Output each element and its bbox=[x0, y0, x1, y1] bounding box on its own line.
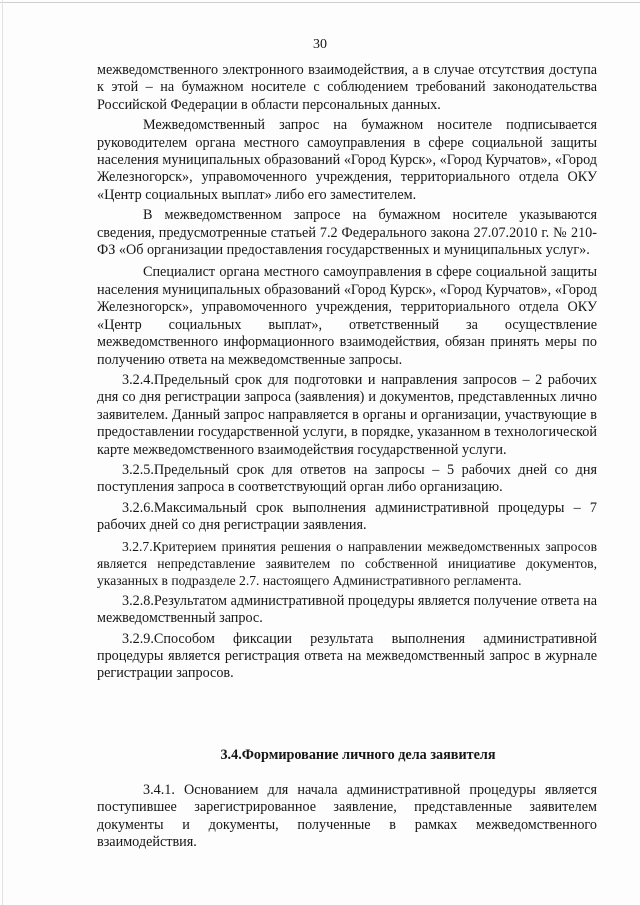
paragraph: Специалист органа местного самоуправления в сфере социальной защиты населения муниципальных образований «Город Курск», «Город Курчатов», «Город Железногорск», управомоченного учреждения, территориального отдела ОКУ «Центр социальных выплат», ответственный за осуществление межведомственного информационного взаимодействия, обязан принять меры по получению ответа на межведомственные запросы. bbox=[97, 264, 597, 368]
paragraph: Межведомственный запрос на бумажном носителе подписывается руководителем органа местного самоуправления в сфере социальной защиты населения муниципальных образований «Город Курск», «Город Курчатов», «Город Железногорск», управомоченного учреждения, территориального отдела ОКУ «Центр социальных выплат» либо его заместителем. bbox=[97, 117, 597, 203]
paragraph: 3.2.9.Способом фиксации результата выполнения административной процедуры является регистрация ответа на межведомственный запрос в журнале регистрации запросов. bbox=[97, 630, 597, 682]
paragraph: 3.2.4.Предельный срок для подготовки и направления запросов – 2 рабочих дня со дня регистрации запроса (заявления) и документов, представленных лично заявителем. Данный запрос направляется в органы и организации, участвующие в предоставлении государственной услуги, в порядке, указанном в технологической карте межведомственного взаимодействия государственной услуги. bbox=[97, 371, 597, 458]
paragraph: 3.2.7.Критерием принятия решения о направлении межведомственных запросов является непредставление заявителем по собственной инициативе документов, указанных в подразделе 2.7. настоящего Административного регламента. bbox=[97, 538, 597, 589]
paragraph: 3.2.8.Результатом административной процедуры является получение ответа на межведомственный запрос. bbox=[97, 592, 597, 627]
paragraph: 3.2.6.Максимальный срок выполнения административной процедуры – 7 рабочих дней со дня регистрации заявления. bbox=[97, 499, 597, 534]
page-number: 30 bbox=[313, 37, 327, 52]
final-section-body bbox=[97, 782, 597, 852]
section-heading-wrap bbox=[97, 746, 597, 764]
section-heading: 3.4.Формирование личного дела заявителя bbox=[220, 747, 496, 763]
document-body bbox=[97, 62, 597, 683]
paragraph: 3.4.1. Основанием для начала административной процедуры является поступившее зарегистрированное заявление, представленные заявителем документы и документы, полученные в рамках межведомственного взаимодействия. bbox=[97, 782, 597, 851]
paragraph: В межведомственном запросе на бумажном носителе указываются сведения, предусмотренные статьей 7.2 Федерального закона 27.07.2010 г. № 210-ФЗ «Об организации предоставления государственных и муниципальных услуг». bbox=[97, 207, 597, 259]
scan-edge-left bbox=[2, 0, 3, 905]
scan-edge-top bbox=[0, 2, 640, 3]
paragraph: межведомственного электронного взаимодействия, а в случае отсутствия доступа к этой – на бумажном носителе с соблюдением требований законодательства Российской Федерации в области персональных данных. bbox=[97, 62, 597, 113]
paragraph: 3.2.5.Предельный срок для ответов на запросы – 5 рабочих дней со дня поступления запроса в соответствующий орган либо организацию. bbox=[97, 461, 597, 496]
